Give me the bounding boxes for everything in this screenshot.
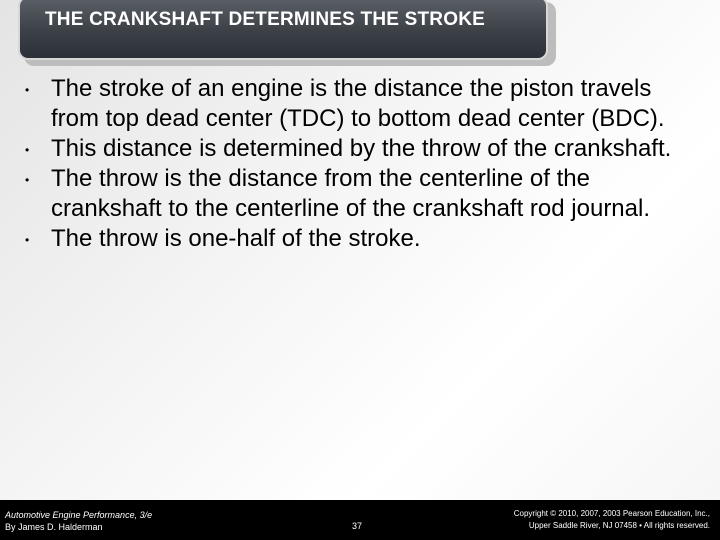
footer-copyright [514,508,710,532]
bullet-text: The stroke of an engine is the distance the piston travels from top dead center (TDC) to bottom dead center (BDC). [51,75,665,132]
footer-book-info [5,509,152,533]
bullet-text: The throw is one-half of the stroke. [51,225,421,252]
footer-bar [0,500,720,540]
copyright-line-1: Copyright © 2010, 2007, 2003 Pearson Education, Inc., [513,509,710,518]
bullet-item [25,224,705,254]
bullet-text: The throw is the distance from the centerline of the crankshaft to the centerline of the crankshaft rod journal. [51,165,651,222]
bullet-dot-icon: • [25,233,30,247]
bullet-item [25,74,705,134]
footer-book-title: Automotive Engine Performance, 3/e [5,510,153,520]
bullet-item [25,134,705,164]
slide-title: THE CRANKSHAFT DETERMINES THE STROKE [45,9,485,30]
bullet-dot-icon: • [25,83,30,97]
page-number: 37 [352,521,363,531]
bullet-item [25,164,705,224]
bullet-dot-icon: • [25,143,30,157]
bullet-text: This distance is determined by the throw of the crankshaft. [51,135,672,162]
copyright-line-2: Upper Saddle River, NJ 07458 • All rights reserved. [528,521,710,530]
bullet-list [25,74,705,254]
footer-author: By James D. Halderman [5,522,103,532]
bullet-dot-icon: • [25,173,30,187]
